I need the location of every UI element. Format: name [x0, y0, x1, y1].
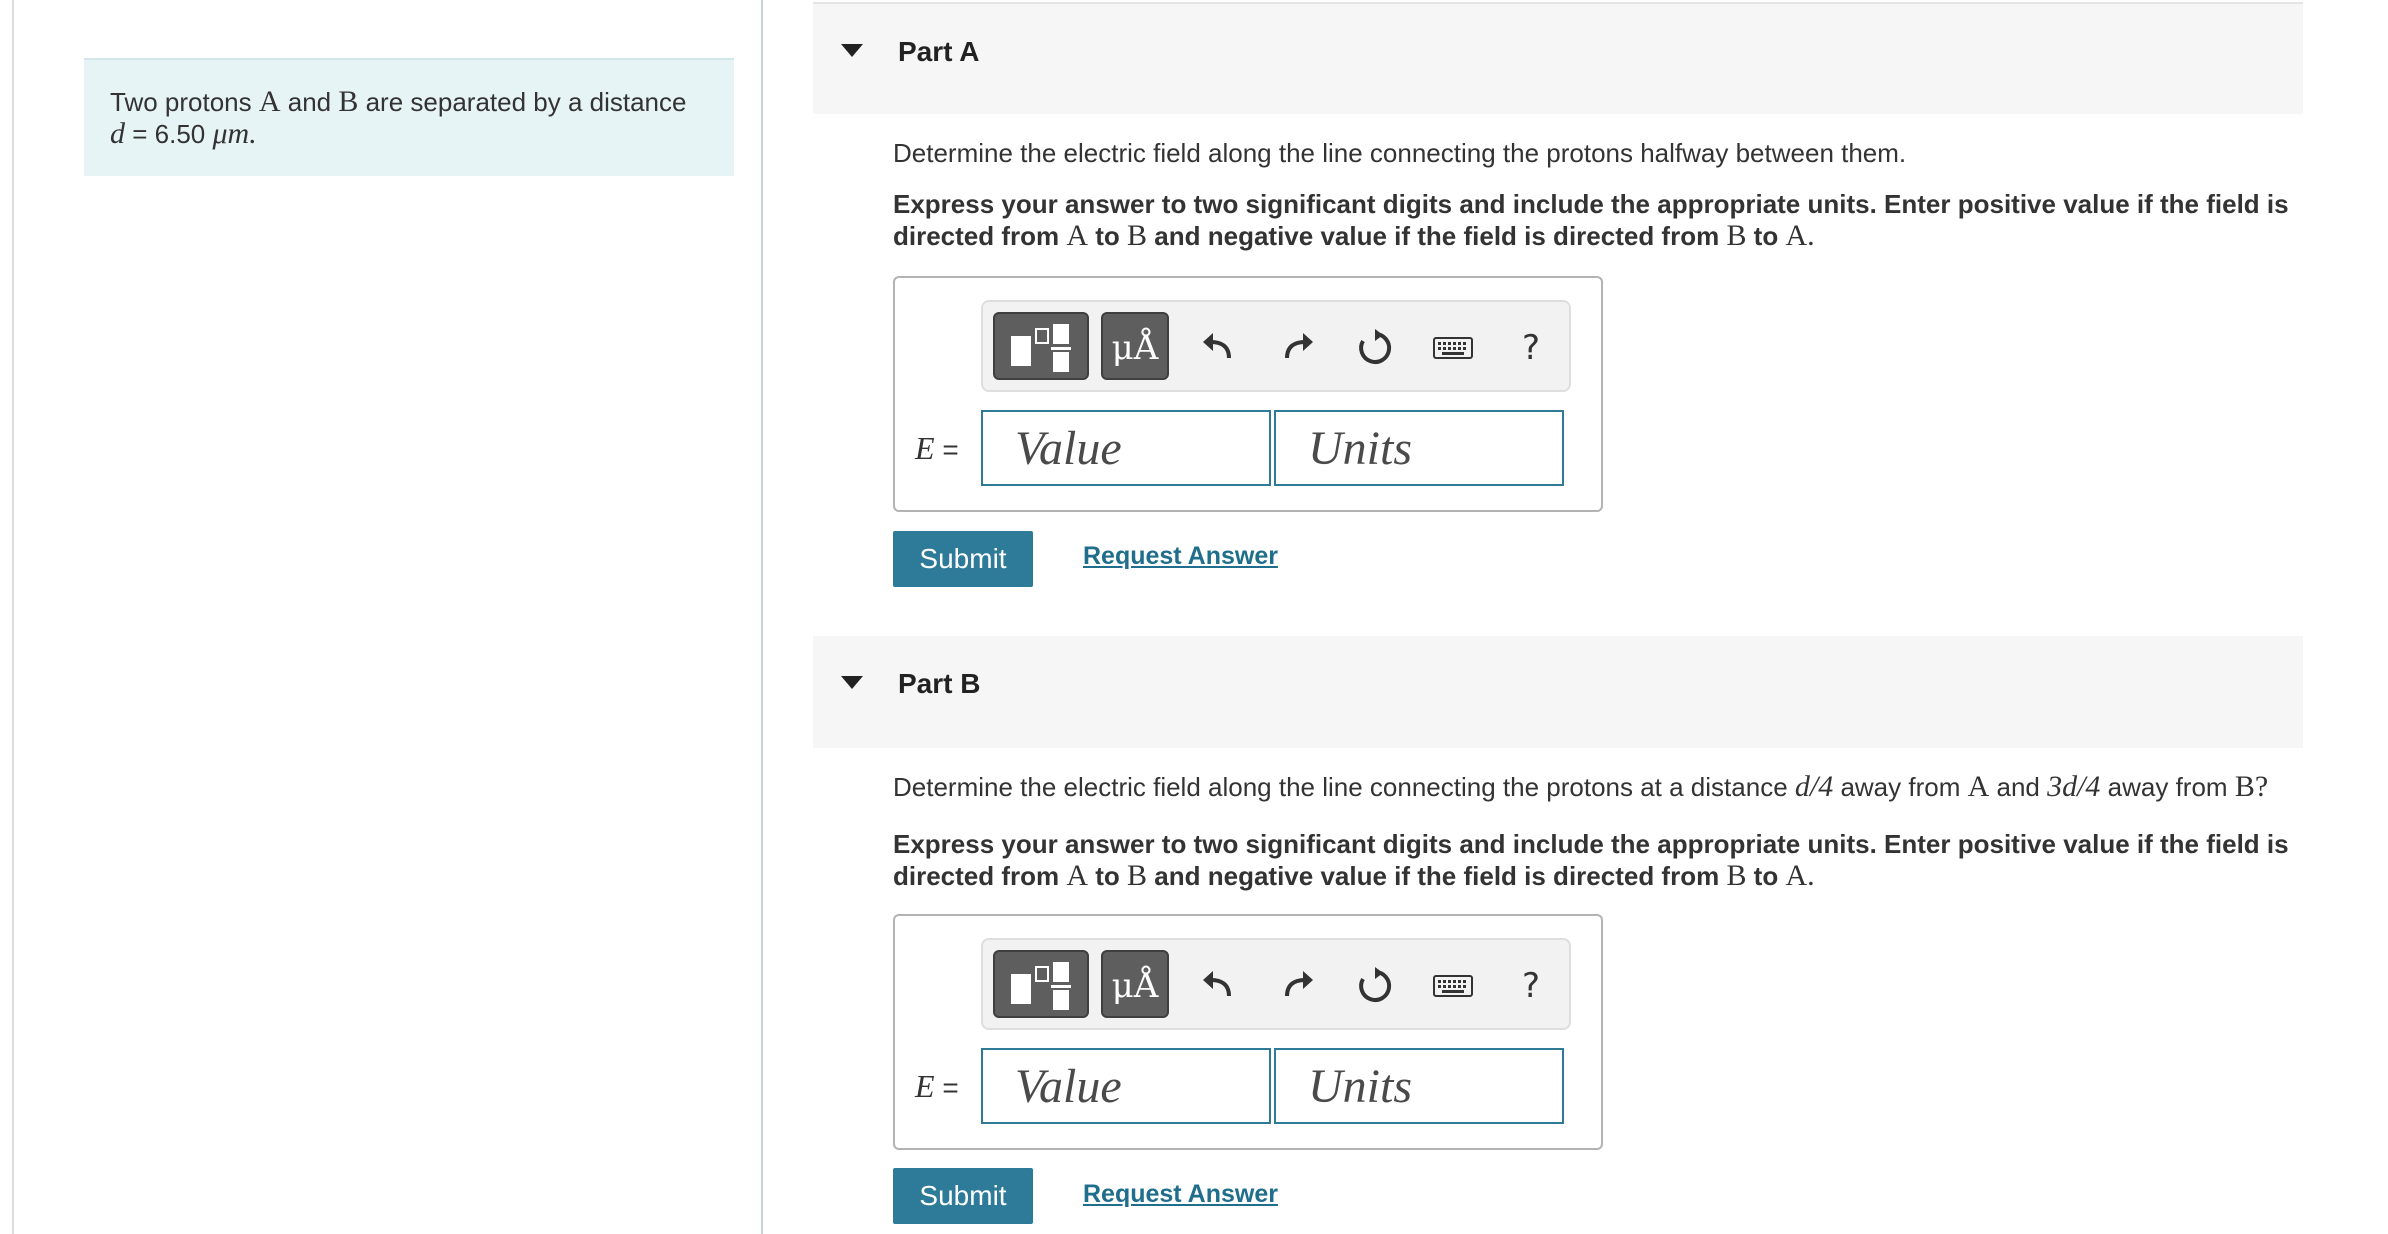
value-input[interactable] [981, 410, 1271, 486]
part-b-header[interactable] [813, 636, 2303, 748]
intro-text: Two protons [110, 87, 259, 117]
proton-a: A [1066, 219, 1089, 252]
proton-a: A. [1785, 219, 1815, 252]
instructions-text: and negative value if the field is directed from [1147, 221, 1727, 251]
problem-intro [84, 58, 734, 176]
proton-b: B? [2234, 770, 2269, 803]
intro-text: are separated by a distance [358, 87, 687, 117]
instructions-line: Express your answer to two significant digits and include the appropriate units. Enter positive value if the field is [893, 189, 2289, 219]
help-icon[interactable]: ? [1521, 966, 1541, 1006]
submit-button[interactable]: Submit [893, 531, 1033, 587]
caret-down-icon[interactable] [841, 676, 863, 689]
variable-symbol: E [915, 430, 935, 466]
instructions-text: to [1746, 861, 1786, 891]
instructions-text: directed from [893, 221, 1067, 251]
part-b-question [893, 770, 2373, 804]
reset-icon[interactable] [1347, 958, 1403, 1014]
equals-sign: = [934, 1072, 959, 1103]
proton-a: A [1967, 770, 1990, 803]
variable-label [915, 430, 959, 467]
templates-icon[interactable] [993, 950, 1089, 1018]
distance-unit: μm. [212, 117, 257, 150]
request-answer-link[interactable]: Request Answer [1083, 1180, 1278, 1208]
proton-b: B [1726, 859, 1747, 892]
templates-icon[interactable] [993, 312, 1089, 380]
distance-value: = 6.50 [125, 119, 213, 149]
caret-down-icon[interactable] [841, 44, 863, 57]
proton-b: B [1127, 859, 1148, 892]
instructions-text: to [1746, 221, 1786, 251]
part-a-header[interactable] [813, 2, 2303, 114]
question-text: away from [1833, 772, 1968, 802]
undo-icon[interactable] [1191, 958, 1247, 1014]
units-icon[interactable] [1101, 950, 1169, 1018]
request-answer-link[interactable]: Request Answer [1083, 542, 1278, 570]
value-input[interactable] [981, 1048, 1271, 1124]
column-divider [761, 0, 763, 1234]
instructions-text: to [1088, 861, 1128, 891]
instructions-line [893, 860, 2313, 892]
question-text: and [1989, 772, 2048, 802]
part-b-answer-box [893, 914, 1603, 1150]
instructions-text: directed from [893, 861, 1067, 891]
part-b-title: Part B [898, 668, 981, 699]
intro-text: and [280, 87, 339, 117]
question-text: away from [2100, 772, 2235, 802]
distance-d4: d/4 [1794, 770, 1834, 803]
part-b-instructions [893, 828, 2313, 892]
keyboard-icon[interactable] [1425, 320, 1481, 376]
left-border [12, 0, 14, 1234]
equals-sign: = [934, 434, 959, 465]
proton-b: B [338, 85, 359, 118]
part-a-answer-box [893, 276, 1603, 512]
proton-a: A [1066, 859, 1089, 892]
proton-b: B [1726, 219, 1747, 252]
redo-icon[interactable] [1269, 958, 1325, 1014]
part-a-question: Determine the electric field along the line connecting the protons halfway between them. [893, 138, 1907, 168]
instructions-text: and negative value if the field is directed from [1147, 861, 1727, 891]
math-toolbar [981, 938, 1571, 1030]
distance-3d4: 3d/4 [2047, 770, 2101, 803]
units-input[interactable] [1274, 410, 1564, 486]
keyboard-icon[interactable] [1425, 958, 1481, 1014]
distance-symbol: d [110, 117, 125, 150]
instructions-line: Express your answer to two significant digits and include the appropriate units. Enter positive value if the field is [893, 829, 2289, 859]
help-icon[interactable]: ? [1521, 328, 1541, 368]
variable-symbol: E [915, 1068, 935, 1104]
instructions-line [893, 220, 2313, 252]
units-icon[interactable] [1101, 312, 1169, 380]
part-a-instructions [893, 188, 2313, 252]
units-glyph: μÅ [1111, 328, 1159, 368]
reset-icon[interactable] [1347, 320, 1403, 376]
proton-b: B [1127, 219, 1148, 252]
variable-label [915, 1068, 959, 1105]
proton-a: A. [1785, 859, 1815, 892]
units-input[interactable] [1274, 1048, 1564, 1124]
instructions-text: to [1088, 221, 1128, 251]
part-a-title: Part A [898, 36, 980, 67]
submit-button[interactable]: Submit [893, 1168, 1033, 1224]
proton-a: A [258, 85, 281, 118]
undo-icon[interactable] [1191, 320, 1247, 376]
math-toolbar [981, 300, 1571, 392]
units-glyph: μÅ [1111, 966, 1159, 1006]
redo-icon[interactable] [1269, 320, 1325, 376]
question-text: Determine the electric field along the line connecting the protons at a distance [893, 772, 1795, 802]
